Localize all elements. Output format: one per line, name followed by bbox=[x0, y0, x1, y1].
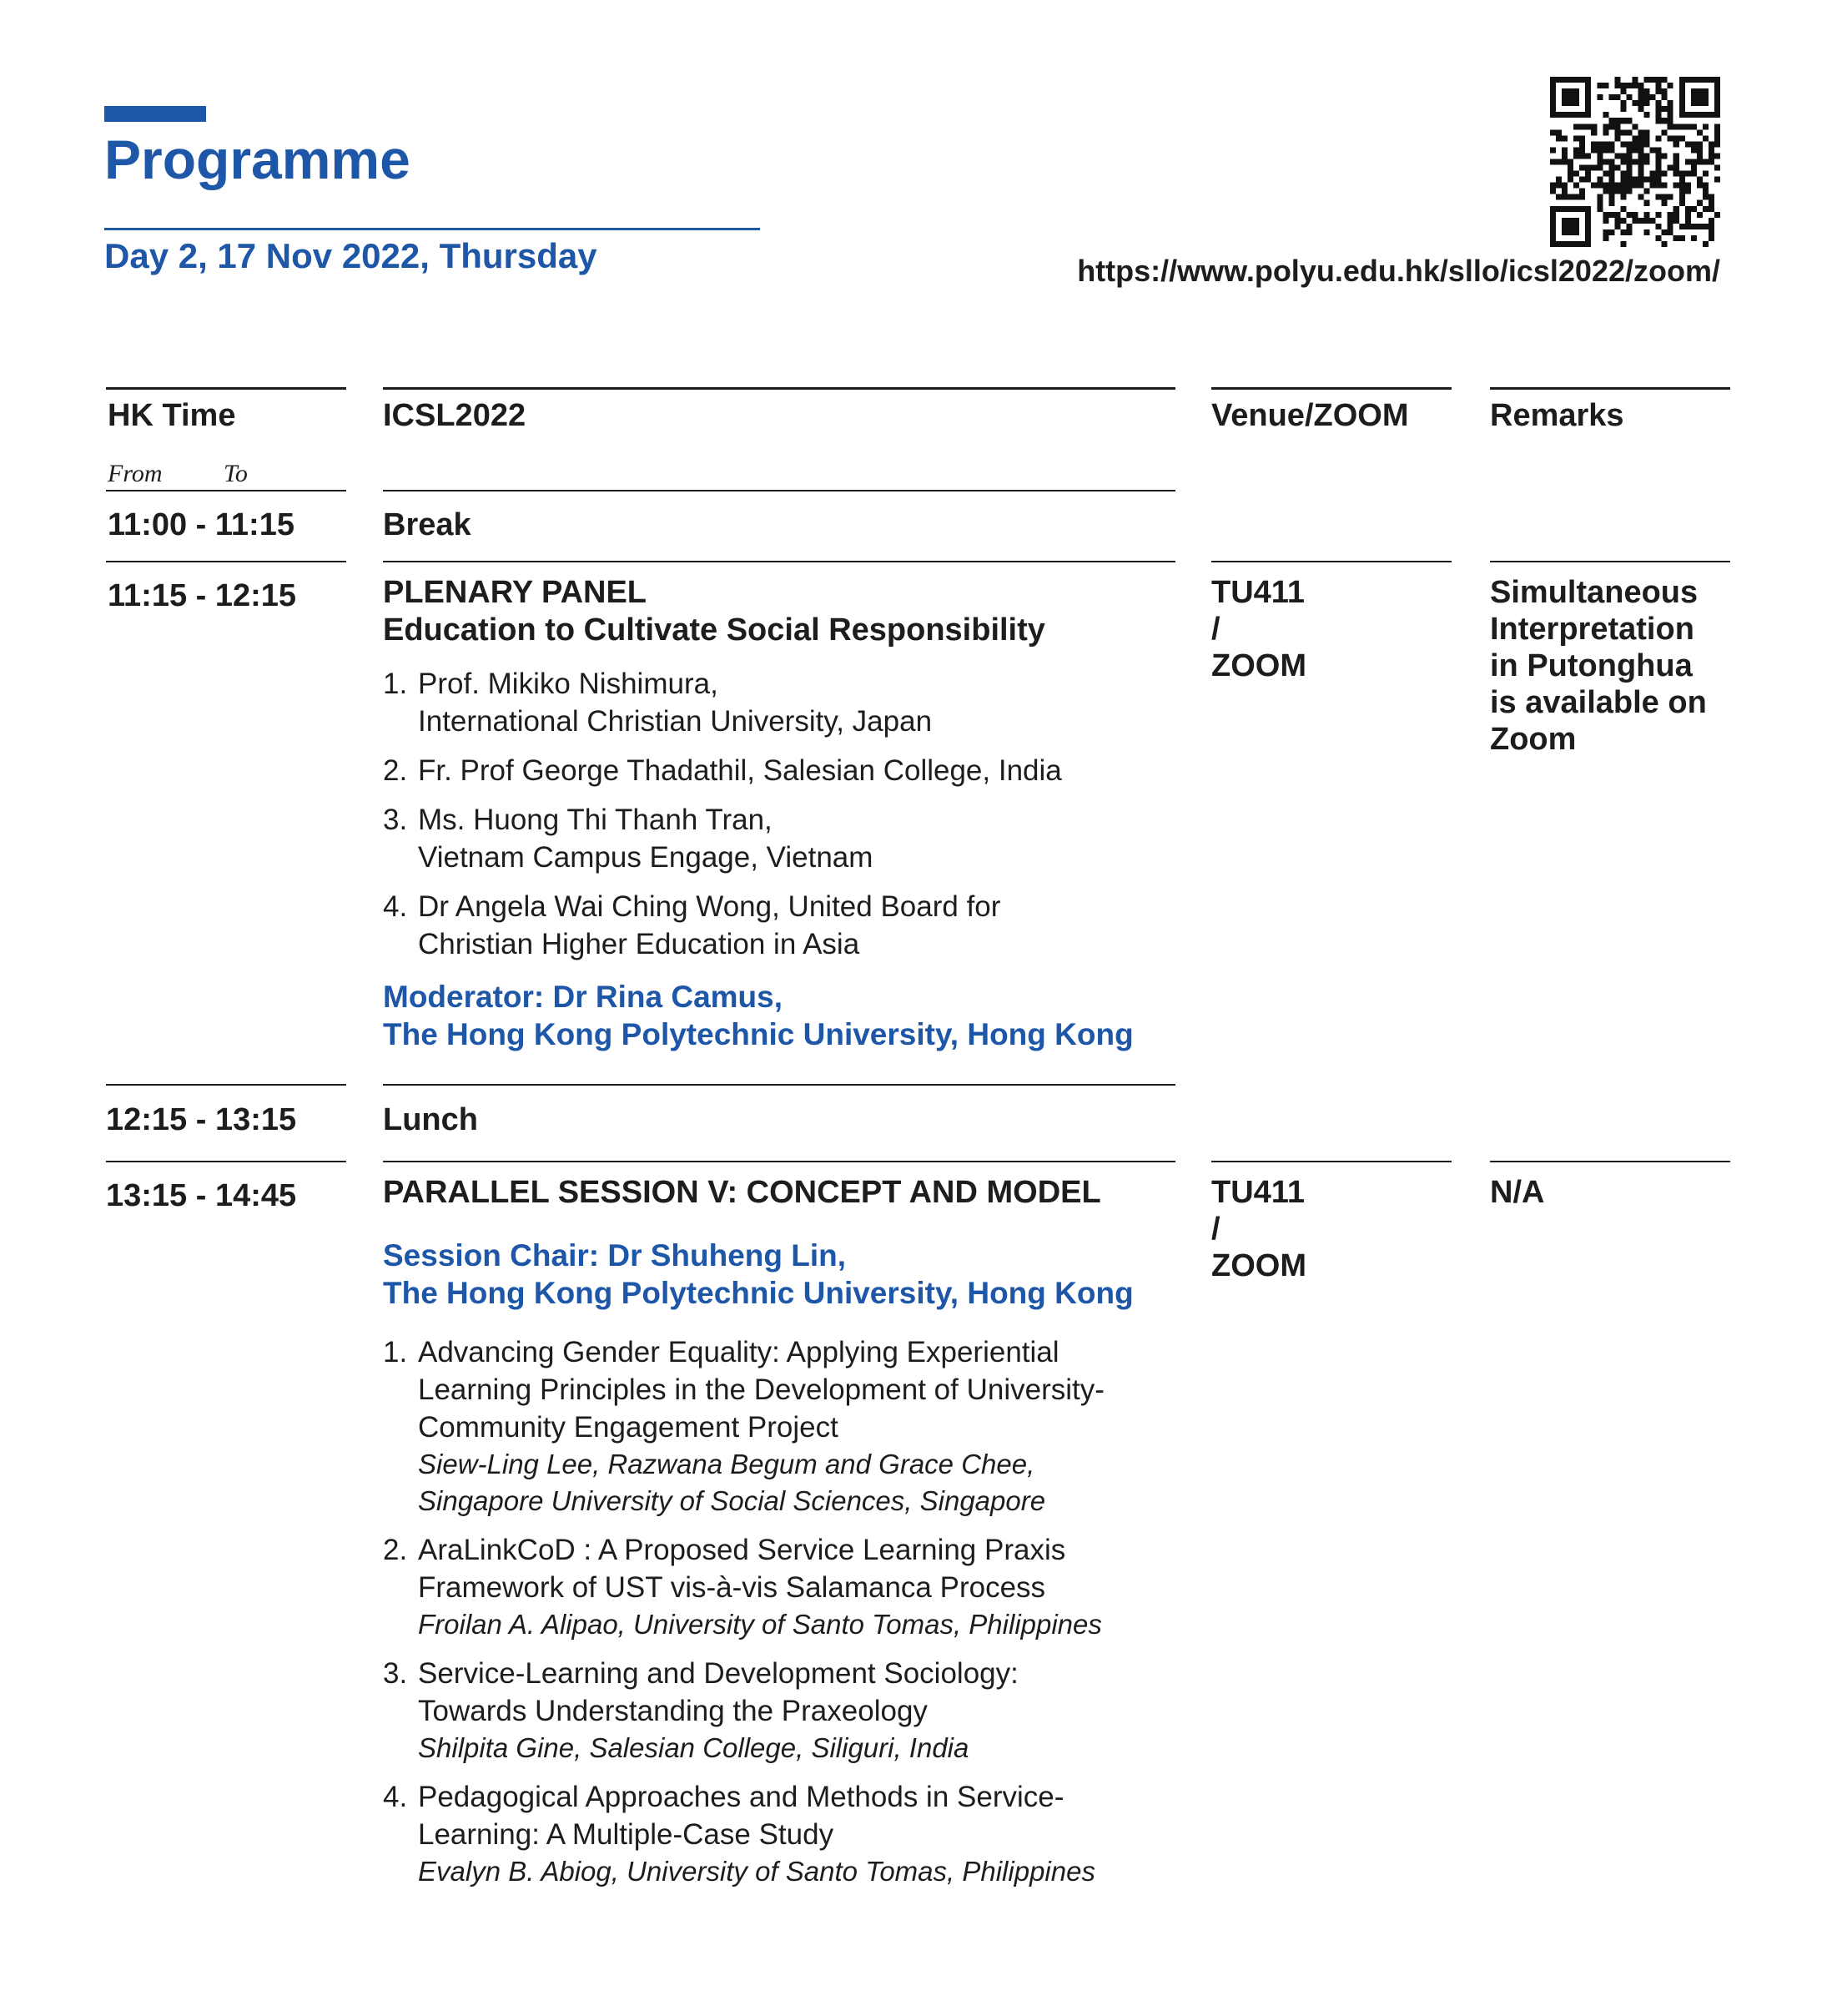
list-item: 1. Prof. Mikiko Nishimura, International Christian University, Japan bbox=[383, 668, 933, 738]
list-item: 3. Ms. Huong Thi Thanh Tran, Vietnam Campus Engage, Vietnam bbox=[383, 804, 873, 874]
session-chair-line-1: Session Chair: Dr Shuheng Lin, bbox=[383, 1238, 847, 1273]
event-rule-1 bbox=[383, 490, 1175, 491]
row-rule-time-4 bbox=[106, 1161, 346, 1162]
row-time-break: 11:00 - 11:15 bbox=[108, 507, 294, 542]
header-rule-remarks bbox=[1490, 387, 1730, 390]
row-title-lunch: Lunch bbox=[383, 1102, 478, 1137]
column-subheader-to: To bbox=[224, 460, 248, 487]
list-item: 1. Advancing Gender Equality: Applying Experiential Learning Principles in the Development of University- Community Engagement Project Siew-Ling Lee, Razwana Begum and Grace Chee, Singapore University of Social Sciences, Singapore bbox=[383, 1336, 1105, 1516]
parallel-remarks: N/A bbox=[1490, 1175, 1545, 1210]
subheader-rule bbox=[106, 490, 346, 491]
title-accent-bar bbox=[104, 106, 206, 122]
list-item: 4. Dr Angela Wai Ching Wong, United Board for Christian Higher Education in Asia bbox=[383, 890, 1001, 960]
zoom-url[interactable]: https://www.polyu.edu.hk/sllo/icsl2022/zoom/ bbox=[1077, 254, 1720, 288]
day-heading: Day 2, 17 Nov 2022, Thursday bbox=[104, 236, 597, 275]
page-title: Programme bbox=[104, 129, 410, 190]
column-subheader-from: From bbox=[108, 460, 163, 487]
header-rule-event bbox=[383, 387, 1175, 390]
row-rule-venue-4 bbox=[1211, 1161, 1452, 1162]
parallel-venue: TU411 / ZOOM bbox=[1211, 1175, 1306, 1283]
row-time-plenary: 11:15 - 12:15 bbox=[108, 578, 297, 613]
row-rule-remarks-2 bbox=[1490, 561, 1730, 562]
column-header-event: ICSL2022 bbox=[383, 398, 526, 433]
row-time-parallel: 13:15 - 14:45 bbox=[106, 1178, 297, 1213]
plenary-title: PLENARY PANEL bbox=[383, 575, 647, 610]
row-rule-event-4 bbox=[383, 1161, 1175, 1162]
list-item: 4. Pedagogical Approaches and Methods in Service- Learning: A Multiple-Case Study Evalyn B. Abiog, University of Santo Tomas, Philippines bbox=[383, 1781, 1095, 1887]
list-item: 2. Fr. Prof George Thadathil, Salesian College, India bbox=[383, 754, 1062, 787]
moderator-line-1: Moderator: Dr Rina Camus, bbox=[383, 980, 783, 1014]
moderator-line-2: The Hong Kong Polytechnic University, Hong Kong bbox=[383, 1017, 1134, 1051]
column-header-venue: Venue/ZOOM bbox=[1211, 398, 1409, 433]
plenary-remarks: Simultaneous Interpretation in Putonghua is available on Zoom bbox=[1490, 575, 1707, 757]
row-rule-event-2 bbox=[383, 561, 1175, 562]
plenary-panel-block bbox=[383, 574, 1175, 1053]
column-header-remarks: Remarks bbox=[1490, 398, 1624, 433]
parallel-title: PARALLEL SESSION V: CONCEPT AND MODEL bbox=[383, 1175, 1101, 1210]
parallel-session-block bbox=[383, 1174, 1175, 1902]
row-rule-venue-2 bbox=[1211, 561, 1452, 562]
column-header-time: HK Time bbox=[108, 398, 236, 433]
row-rule-time-2 bbox=[106, 561, 346, 562]
qr-code-icon[interactable] bbox=[1550, 77, 1720, 247]
list-item: 3. Service-Learning and Development Sociology: Towards Understanding the Praxeology Shilpita Gine, Salesian College, Siliguri, India bbox=[383, 1657, 1019, 1763]
row-rule-event-3 bbox=[383, 1084, 1175, 1086]
row-rule-remarks-4 bbox=[1490, 1161, 1730, 1162]
session-chair-line-2: The Hong Kong Polytechnic University, Hong Kong bbox=[383, 1276, 1134, 1310]
row-rule-time-3 bbox=[106, 1084, 346, 1086]
row-title-break: Break bbox=[383, 507, 471, 542]
list-item: 2. AraLinkCoD : A Proposed Service Learning Praxis Framework of UST vis-à-vis Salamanca Process Froilan A. Alipao, University of Santo Tomas, Philippines bbox=[383, 1534, 1102, 1640]
header-rule-venue bbox=[1211, 387, 1452, 390]
plenary-venue: TU411 / ZOOM bbox=[1211, 575, 1306, 683]
row-time-lunch: 12:15 - 13:15 bbox=[106, 1102, 297, 1137]
title-rule bbox=[104, 228, 760, 230]
plenary-subtitle: Education to Cultivate Social Responsibility bbox=[383, 612, 1045, 648]
header-rule-time bbox=[106, 387, 346, 390]
